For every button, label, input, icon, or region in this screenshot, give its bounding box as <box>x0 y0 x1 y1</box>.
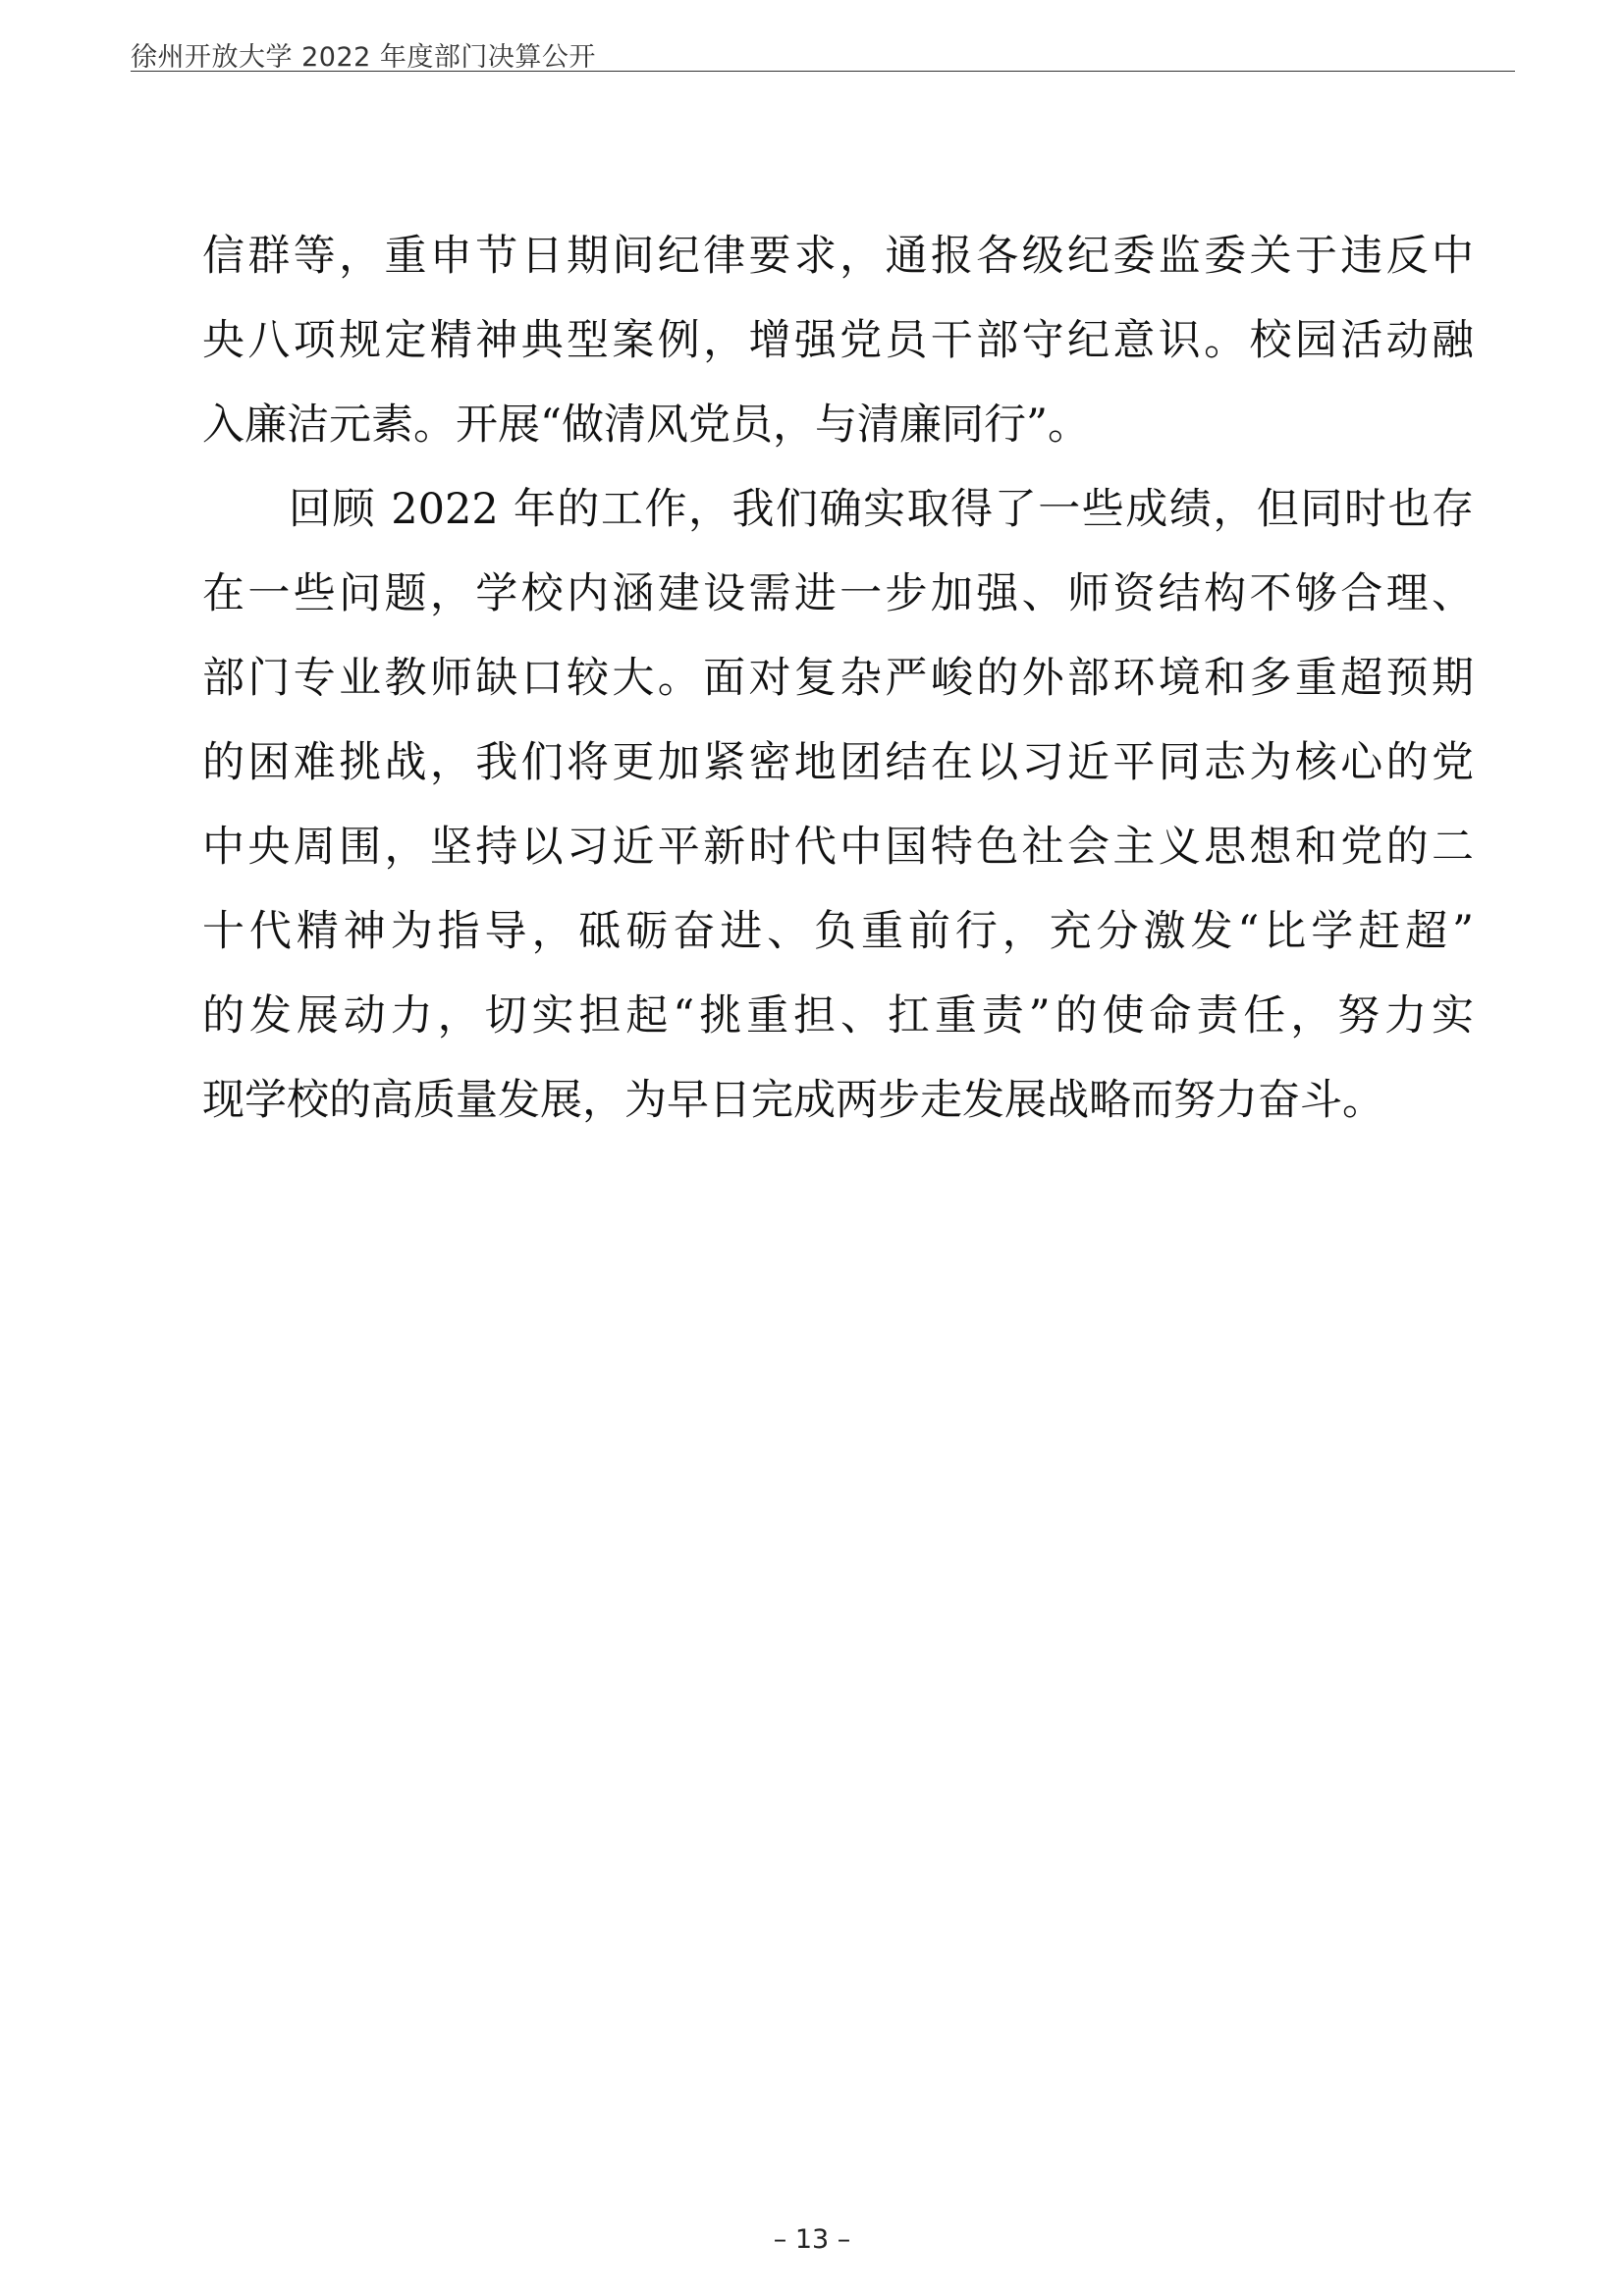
text-line-content: 在一些问题，学校内涵建设需进一步加强、师资结构不够合理、 <box>202 569 1474 618</box>
text-line-content: 十代精神为指导，砥砺奋进、负重前行，充分激发“比学赶超” <box>202 907 1474 956</box>
text-line-content: 的发展动力，切实担起“挑重担、扛重责”的使命责任，努力实 <box>202 991 1474 1041</box>
text-line <box>202 636 1474 721</box>
text-line <box>202 298 1474 383</box>
text-line <box>202 721 1474 805</box>
page-number: – 13 – <box>773 2224 851 2255</box>
text-line-content: 回顾 2022 年的工作，我们确实取得了一些成绩，但同时也存 <box>289 485 1474 534</box>
text-line <box>202 552 1474 636</box>
text-line-content: 中央周围，坚持以习近平新时代中国特色社会主义思想和党的二 <box>202 823 1474 872</box>
text-line <box>202 1058 1474 1143</box>
text-line-content: 信群等，重申节日期间纪律要求，通报各级纪委监委关于违反中 <box>202 232 1474 281</box>
text-line-content: 的困难挑战，我们将更加紧密地团结在以习近平同志为核心的党 <box>202 738 1474 787</box>
header-title: 徐州开放大学 2022 年度部门决算公开 <box>131 42 596 73</box>
body-text <box>202 214 1474 1143</box>
text-line-content: 部门专业教师缺口较大。面对复杂严峻的外部环境和多重超预期 <box>202 654 1474 703</box>
paragraph-start-line <box>202 467 1474 552</box>
text-line <box>202 383 1474 467</box>
text-line <box>202 805 1474 889</box>
text-line <box>202 214 1474 298</box>
text-line <box>202 889 1474 974</box>
text-line <box>202 974 1474 1058</box>
text-line-content: 现学校的高质量发展，为早日完成两步走发展战略而努力奋斗。 <box>202 1076 1384 1125</box>
text-line-content: 入廉洁元素。开展“做清风党员，与清廉同行”。 <box>202 400 1090 450</box>
text-line-content: 央八项规定精神典型案例，增强党员干部守纪意识。校园活动融 <box>202 316 1474 365</box>
page-header <box>131 29 1515 72</box>
